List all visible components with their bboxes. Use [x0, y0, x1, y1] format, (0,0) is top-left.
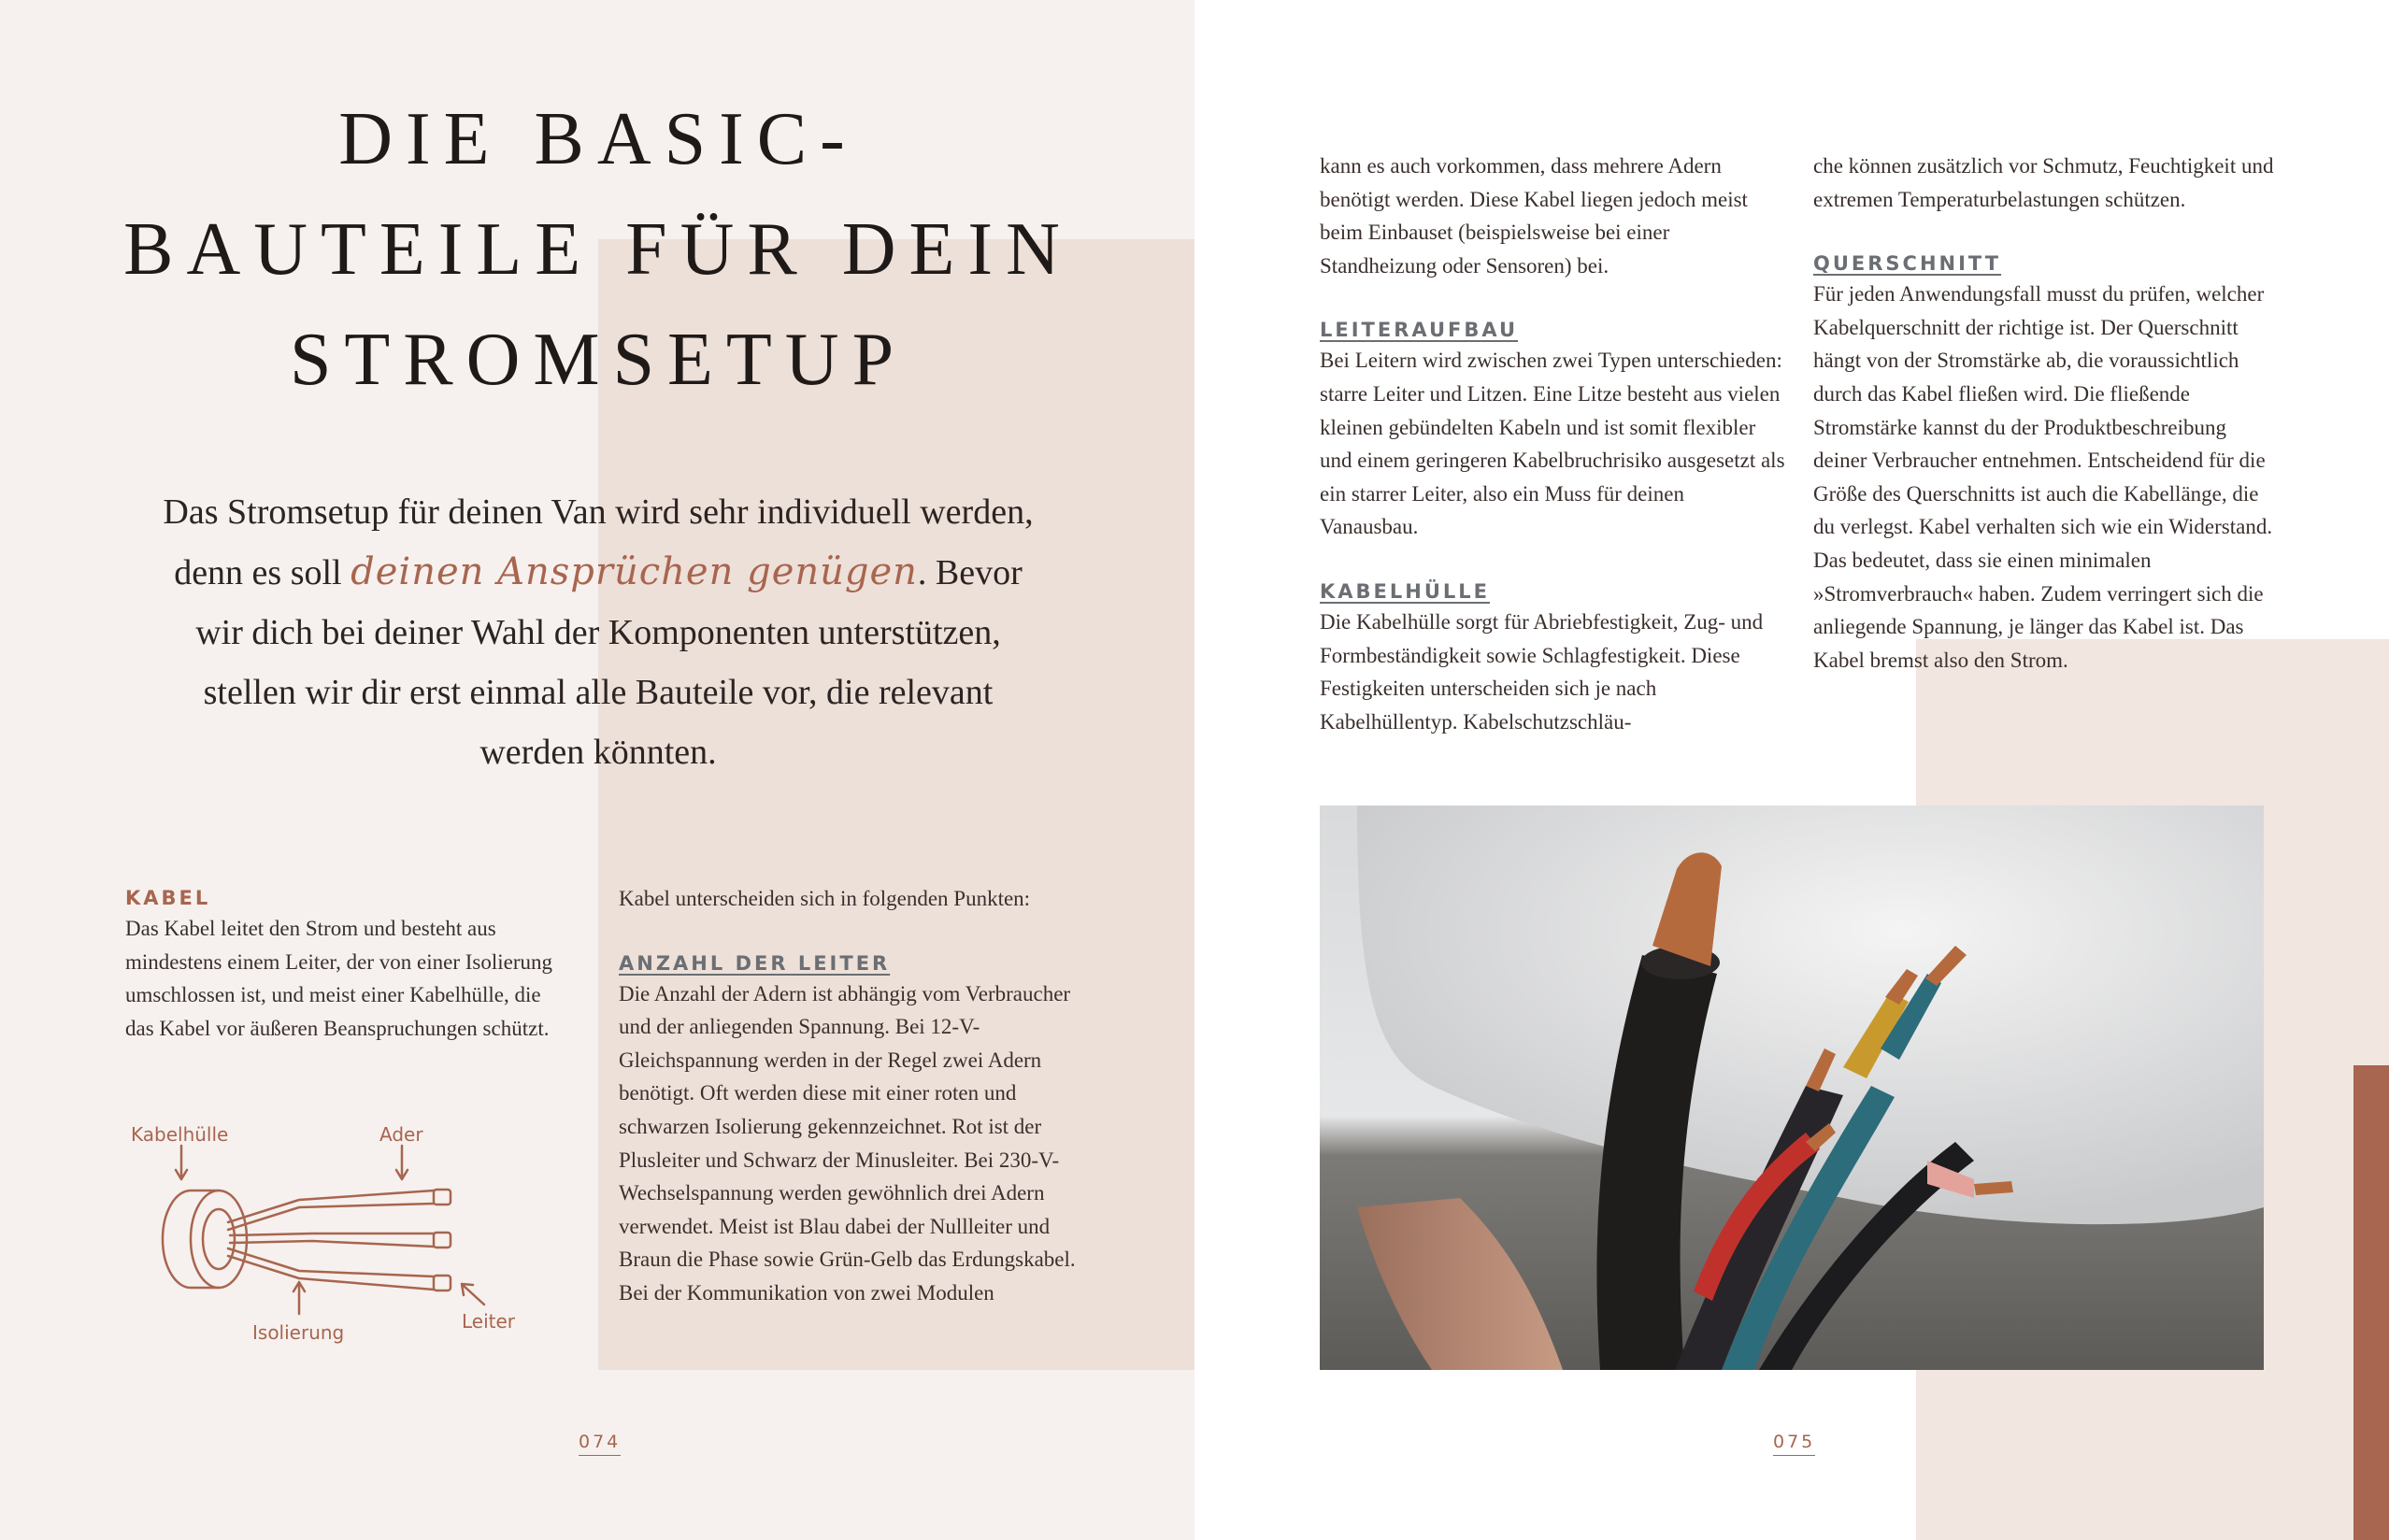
column-kabel — [125, 884, 565, 1045]
label-leiter: Leiter — [462, 1310, 516, 1333]
intro-text-end: . Bevor wir dich bei deiner Wahl der Komponenten unterstützen, stellen wir dir erst einmal alle Bauteile vor, die relevant werden könnten. — [195, 553, 1023, 772]
text-querschnitt: Für jeden Anwendungsfall musst du prüfen, welcher Kabelquerschnitt der richtige ist. Der Querschnitt hängt von der Stromstärke ab, die voraussichtlich durch das Kabel fließen wird. Die fließende Stromstärke kannst du der Produktbeschreibung deiner Verbraucher entnehmen. Entscheidend für die Größe des Querschnitts ist auch die Kabellänge, die du verlegst. Kabel verhalten sich wie ein Widerstand. Das bedeutet, dass sie einen minimalen »Stromverbrauch« haben. Zudem verringert sich die anliegende Spannung, je länger das Kabel ist. Das Kabel bremst also den Strom. — [1813, 282, 2273, 672]
intro-paragraph — [159, 482, 1037, 782]
title-line-1: DIE BASIC- — [338, 98, 858, 180]
column-anzahl-leiter — [619, 882, 1077, 1310]
intro-script-highlight: deinen Ansprüchen genügen — [350, 550, 918, 593]
text-anzahl-der-leiter: Die Anzahl der Adern ist abhängig vom Verbraucher und der anliegenden Spannung. Bei 12-V-Gleichspannung werden in der Regel zwei Adern benötigt. Oft werden diese mit einer roten und schwarzen Isolierung gekennzeichnet. Rot ist der Plusleiter und Schwarz der Minusleiter. Bei 230-V-Wechselspannung werden gewöhnlich drei Adern verwendet. Meist ist Blau dabei der Nullleiter und Braun die Phase sowie Grün-Gelb das Erdungskabel. Bei der Kommunikation von zwei Modulen — [619, 981, 1076, 1305]
text-kabel: Das Kabel leitet den Strom und besteht aus mindestens einem Leiter, der von einer Isolierung umschlossen ist, und meist einer Kabelhülle, die das Kabel vor äußeren Beanspruchungen schützt. — [125, 917, 553, 1040]
intro-text-start: Das Stromsetup für deinen Van wird sehr individuell werden, denn es soll — [163, 492, 1034, 592]
heading-anzahl-der-leiter: ANZAHL DER LEITER — [619, 951, 891, 975]
text-kabelhuelle: Die Kabelhülle sorgt für Abriebfestigkeit, Zug- und Formbeständigkeit sowie Schlagfestigkeit. Diese Festigkeiten unterscheiden sich je nach Kabelhüllentyp. Kabelschutzschläu- — [1320, 609, 1764, 734]
text-kabelschutz-fortsetzung: che können zusätzlich vor Schmutz, Feuchtigkeit und extremen Temperaturbelastungen schützen. — [1813, 154, 2274, 211]
page-number-left: 074 — [579, 1432, 621, 1456]
text-adern-fortsetzung: kann es auch vorkommen, dass mehrere Adern benötigt werden. Diese Kabel liegen jedoch meist beim Einbauset (beispielsweise bei einer Standheizung oder Sensoren) bei. — [1320, 154, 1748, 278]
label-isolierung: Isolierung — [252, 1321, 345, 1344]
heading-querschnitt: QUERSCHNITT — [1813, 252, 2002, 276]
cable-photo — [1320, 806, 2264, 1370]
page-number-right: 075 — [1773, 1432, 1815, 1456]
heading-leiteraufbau: LEITERAUFBAU — [1320, 319, 1519, 342]
heading-kabel: KABEL — [125, 887, 211, 909]
text-leiteraufbau: Bei Leitern wird zwischen zwei Typen unterschieden: starre Leiter und Litzen. Eine Litze besteht aus vielen kleinen gebündelten Kabeln und ist somit flexibler und einem geringeren Kabelbruchrisiko ausgesetzt als ein starrer Leiter, also ein Muss für deinen Vanausbau. — [1320, 349, 1785, 539]
cable-photo-illustration — [1320, 806, 2264, 1370]
heading-kabelhuelle: KABELHÜLLE — [1320, 579, 1490, 603]
page-title — [103, 84, 1094, 415]
title-line-2: BAUTEILE FÜR DEIN — [123, 208, 1073, 291]
column-leiteraufbau — [1320, 150, 1787, 738]
label-ader: Ader — [379, 1123, 423, 1146]
column-querschnitt — [1813, 150, 2281, 677]
text-kabel-punkte: Kabel unterscheiden sich in folgenden Punkten: — [619, 887, 1031, 910]
cable-diagram — [125, 1118, 536, 1351]
right-accent-strip — [2353, 1065, 2389, 1540]
label-kabelhuelle: Kabelhülle — [131, 1123, 229, 1146]
title-line-3: STROMSETUP — [289, 319, 908, 401]
